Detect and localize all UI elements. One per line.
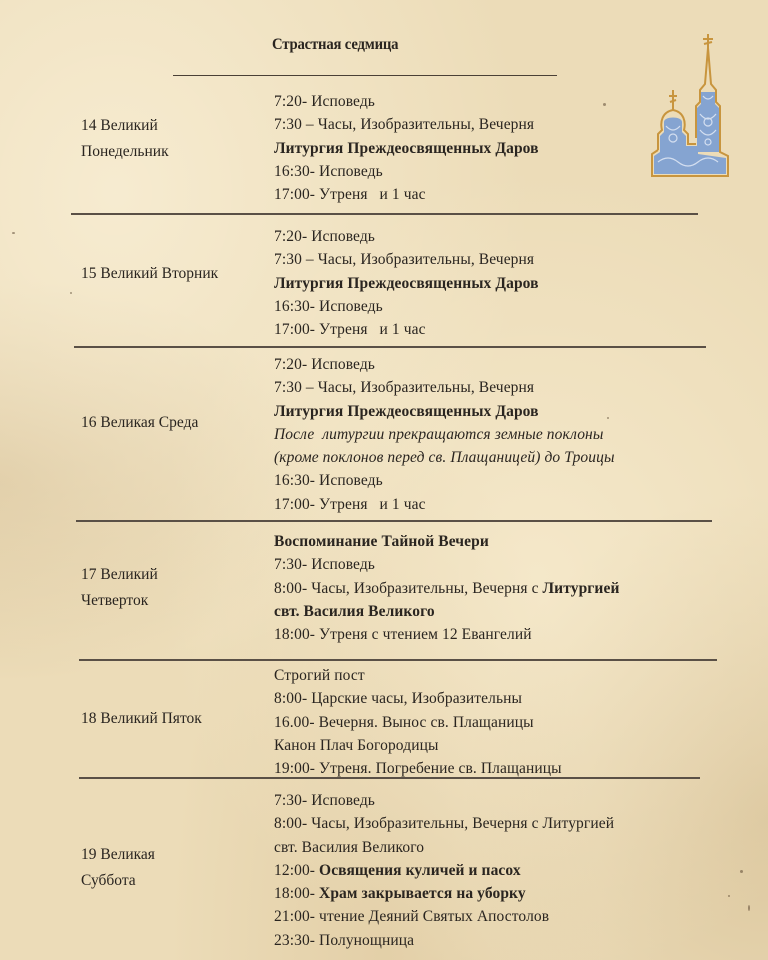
service-text: Канон Плач Богородицы — [274, 736, 439, 754]
day-label-line: 16 Великая Среда — [81, 414, 199, 431]
day-label-line: 17 Великий — [81, 566, 158, 583]
section-divider — [76, 520, 712, 522]
service-line — [274, 530, 619, 553]
service-line — [274, 295, 539, 318]
service-text: 23:30- Полунощница — [274, 931, 415, 949]
service-line — [274, 929, 614, 952]
service-text: 7:30 – Часы, Изобразительны, Вечерня — [274, 251, 535, 269]
service-line — [274, 493, 615, 516]
service-text-bold: Литургия Преждеосвященных Даров — [274, 274, 539, 292]
service-list — [274, 664, 562, 780]
service-text-bold: Литургией — [542, 579, 620, 597]
service-text-bold: Воспоминание Тайной Вечери — [274, 533, 489, 550]
section-divider — [79, 659, 717, 661]
day-label-line: 19 Великая — [81, 846, 155, 863]
service-text: 8:00- Часы, Изобразительны, Вечерня с — [274, 579, 543, 597]
service-text: 19:00- Утреня. Погребение св. Плащаницы — [274, 760, 562, 778]
service-text: 16:30- Исповедь — [274, 472, 383, 490]
day-label-line: Четверток — [81, 592, 149, 609]
service-line — [274, 446, 615, 469]
service-line — [274, 600, 619, 623]
service-line — [274, 469, 615, 492]
day-label — [81, 562, 158, 614]
day-label-line: 15 Великий Вторник — [81, 265, 219, 282]
service-text: 8:00- Царские часы, Изобразительны — [274, 690, 523, 708]
service-list — [274, 225, 539, 341]
section-divider — [79, 777, 700, 779]
day-label-line: 14 Великий — [81, 117, 158, 134]
service-text-bold: Храм закрывается на уборку — [319, 885, 526, 903]
service-text: 7:30- Исповедь — [274, 792, 375, 809]
service-line — [274, 905, 614, 928]
service-line — [274, 272, 539, 295]
service-text-bold: свт. Василия Великого — [274, 602, 435, 620]
section-divider — [74, 346, 706, 348]
service-text: 16:30- Исповедь — [274, 297, 383, 315]
service-line — [274, 90, 539, 113]
day-label-line: 18 Великий Пяток — [81, 710, 202, 727]
service-text: 21:00- чтение Деяний Святых Апостолов — [274, 908, 550, 926]
service-line — [274, 225, 539, 248]
day-label-line: Понедельник — [81, 143, 169, 160]
service-line — [274, 882, 614, 905]
service-line — [274, 836, 614, 859]
service-text: Строгий пост — [274, 667, 365, 684]
service-line — [274, 400, 615, 423]
service-line — [274, 687, 562, 710]
service-text: 16:30- Исповедь — [274, 162, 383, 180]
church-icon — [648, 34, 732, 178]
service-list — [274, 789, 614, 952]
day-label — [81, 410, 198, 436]
service-text: 17:00- Утреня и 1 час — [274, 321, 426, 339]
service-note: (кроме поклонов перед св. Плащаницей) до Троицы — [274, 449, 615, 467]
service-text-bold: Освящения куличей и пасох — [319, 861, 521, 879]
service-line — [274, 113, 539, 136]
service-text: 17:00- Утреня и 1 час — [274, 495, 426, 513]
service-line — [274, 160, 539, 183]
service-text: 8:00- Часы, Изобразительны, Вечерня с Литургией — [274, 815, 615, 833]
service-text-bold: Литургия Преждеосвященных Даров — [274, 139, 539, 157]
section-divider — [71, 213, 698, 215]
day-label-line: Суббота — [81, 872, 136, 889]
service-text: 12:00- — [274, 861, 320, 879]
service-text: 7:30 – Часы, Изобразительны, Вечерня — [274, 379, 535, 397]
service-text: 7:20- Исповедь — [274, 356, 375, 373]
service-note: После литургии прекращаются земные поклоны — [274, 425, 604, 443]
service-line — [274, 137, 539, 160]
service-text: 7:20- Исповедь — [274, 228, 375, 245]
service-line — [274, 734, 562, 757]
service-line — [274, 248, 539, 271]
service-line — [274, 553, 619, 576]
service-line — [274, 623, 619, 646]
service-line — [274, 353, 615, 376]
service-text: свт. Василия Великого — [274, 838, 425, 856]
title-divider — [173, 75, 557, 76]
service-text: 18:00- Утреня с чтением 12 Евангелий — [274, 626, 532, 644]
service-text: 7:20- Исповедь — [274, 93, 375, 110]
service-line — [274, 859, 614, 882]
day-label — [81, 113, 169, 165]
service-list — [274, 530, 619, 646]
day-label — [81, 706, 202, 732]
day-label — [81, 261, 218, 287]
service-text: 7:30 – Часы, Изобразительны, Вечерня — [274, 116, 535, 134]
service-line — [274, 318, 539, 341]
service-text: 18:00- — [274, 885, 320, 903]
service-line — [274, 183, 539, 206]
service-line — [274, 812, 614, 835]
page-title: Страстная седмица — [272, 36, 399, 53]
service-line — [274, 711, 562, 734]
service-text: 7:30- Исповедь — [274, 556, 375, 574]
service-list — [274, 90, 539, 206]
service-line — [274, 376, 615, 399]
day-label — [81, 842, 155, 894]
service-line — [274, 664, 562, 687]
service-text: 16.00- Вечерня. Вынос св. Плащаницы — [274, 713, 534, 731]
service-text: 17:00- Утреня и 1 час — [274, 186, 426, 204]
service-text-bold: Литургия Преждеосвященных Даров — [274, 402, 539, 420]
service-line — [274, 577, 619, 600]
service-list — [274, 353, 615, 516]
service-line — [274, 423, 615, 446]
service-line — [274, 789, 614, 812]
